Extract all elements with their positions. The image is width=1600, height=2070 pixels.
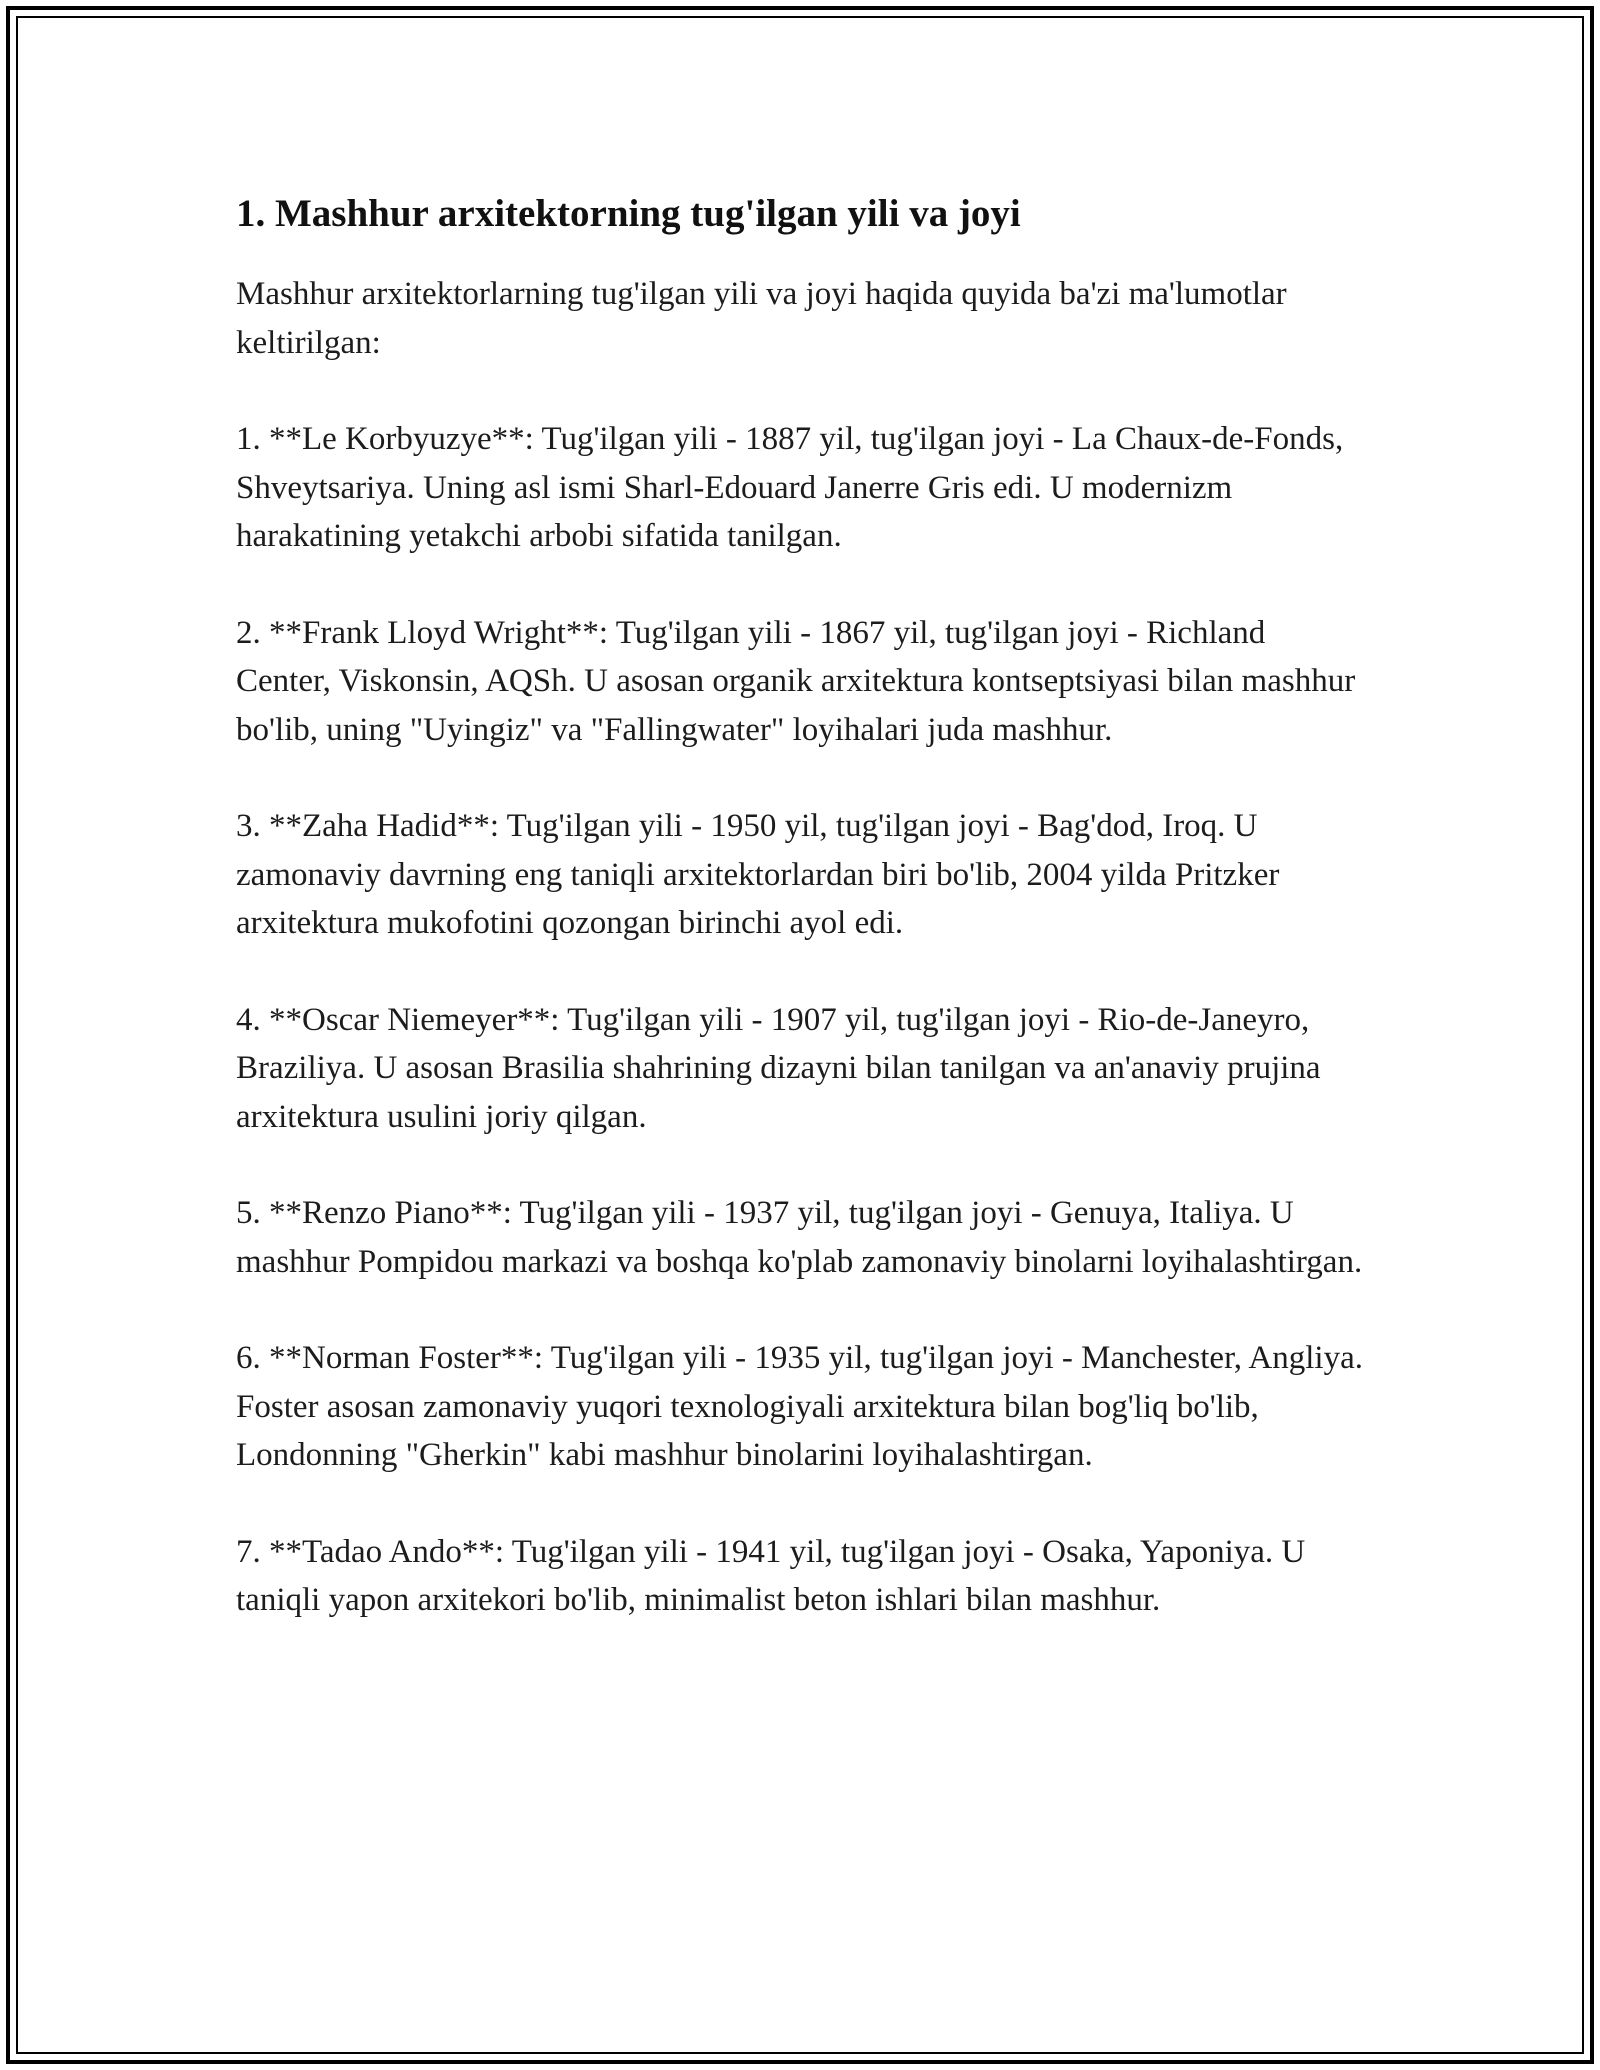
list-item-renzo-piano: 5. **Renzo Piano**: Tug'ilgan yili - 1937 yil, tug'ilgan joyi - Genuya, Italiya. U mashhur Pompidou markazi va boshqa ko'plab zamonaviy binolarni loyihalashtirgan. — [236, 1195, 1363, 1280]
document-heading: 1. Mashhur arxitektorning tug'ilgan yili va joyi — [236, 192, 1021, 235]
list-item-tadao-ando: 7. **Tadao Ando**: Tug'ilgan yili - 1941 yil, tug'ilgan joyi - Osaka, Yaponiya. U taniqli yapon arxitekori bo'lib, minimalist beton ishlari bilan mashhur. — [236, 1533, 1306, 1618]
intro-paragraph: Mashhur arxitektorlarning tug'ilgan yili va joyi haqida quyida ba'zi ma'lumotlar keltirilgan: — [236, 276, 1287, 361]
list-item-norman-foster: 6. **Norman Foster**: Tug'ilgan yili - 1935 yil, tug'ilgan joyi - Manchester, Angliya. Foster asosan zamonaviy yuqori texnologiyali arxitektura bilan bog'liq bo'lib, Londonning "Gherkin" kabi mashhur binolarini loyihalashtirgan. — [236, 1340, 1363, 1473]
list-item-oscar-niemeyer: 4. **Oscar Niemeyer**: Tug'ilgan yili - 1907 yil, tug'ilgan joyi - Rio-de-Janeyro, Braziliya. U asosan Brasilia shahrining dizayni bilan tanilgan va an'anaviy prujina arxitektura usulini joriy qilgan. — [236, 1001, 1321, 1135]
list-item-le-corbusier: 1. **Le Korbyuzye**: Tug'ilgan yili - 1887 yil, tug'ilgan joyi - La Chaux-de-Fonds, Shveytsariya. Uning asl ismi Sharl-Edouard Janerre Gris edi. U modernizm harakatining yetakchi arbobi sifatida tanilgan. — [236, 421, 1344, 554]
list-item-zaha-hadid: 3. **Zaha Hadid**: Tug'ilgan yili - 1950 yil, tug'ilgan joyi - Bag'dod, Iroq. U zamonaviy davrning eng taniqli arxitektorlardan biri bo'lib, 2004 yilda Pritzker arxitektura mukofotini qozongan birinchi ayol edi. — [236, 808, 1280, 941]
list-item-frank-lloyd-wright: 2. **Frank Lloyd Wright**: Tug'ilgan yili - 1867 yil, tug'ilgan joyi - Richland Center, Viskonsin, AQSh. U asosan organik arxitektura kontseptsiyasi bilan mashhur bo'lib, uning "Uyingiz" va "Fallingwater" loyihalari juda mashhur. — [236, 614, 1356, 748]
document-body — [236, 186, 1366, 1673]
